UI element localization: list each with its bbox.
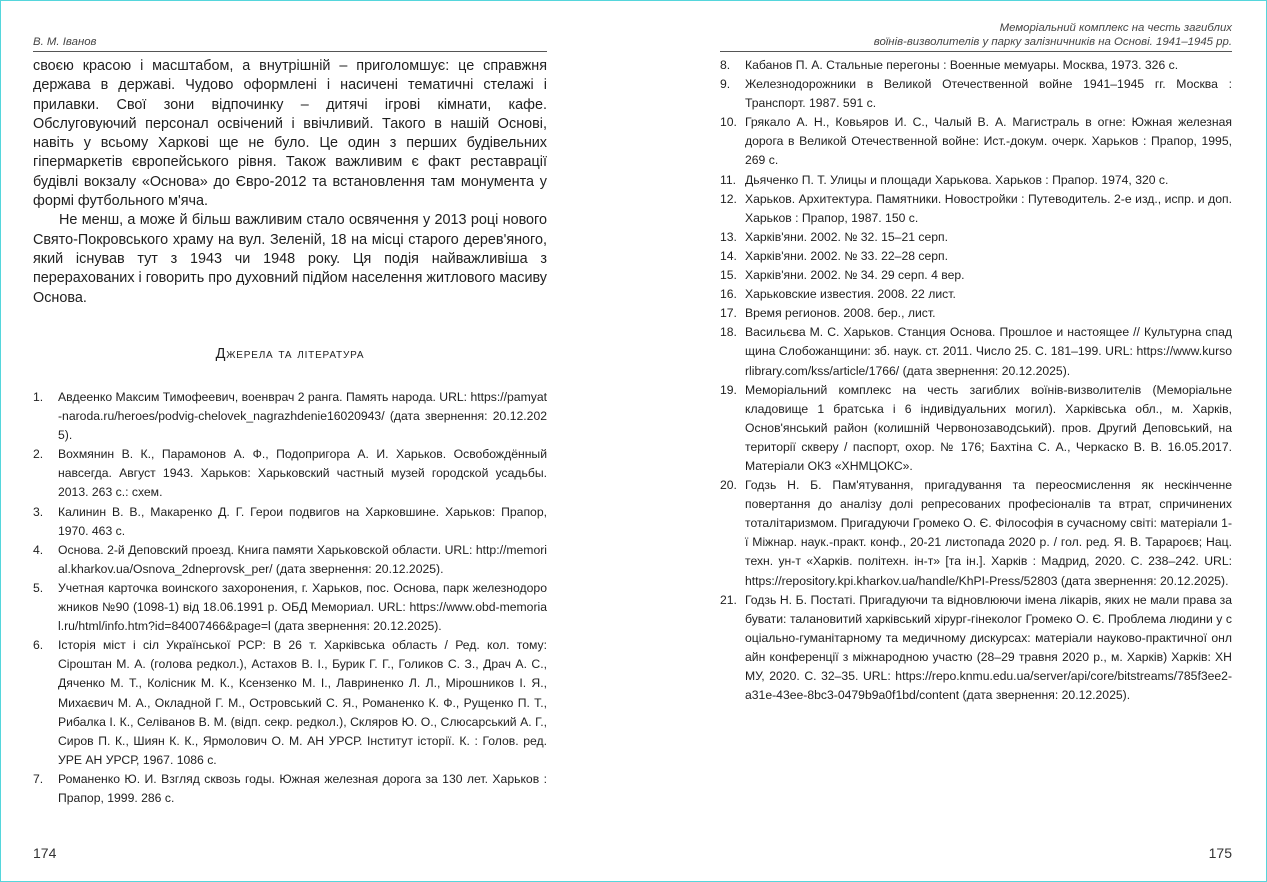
reference-item xyxy=(33,636,547,770)
reference-item xyxy=(720,56,1232,75)
reference-text: Кабанов П. А. Стальные перегоны : Военные мемуары. Москва, 1973. 326 с. xyxy=(745,58,1179,72)
reference-number: 2. xyxy=(33,447,44,462)
reference-text: Калинин В. В., Макаренко Д. Г. Герои подвигов на Харковшине. Харьков: Прапор, 1970. 463 с. xyxy=(58,504,547,538)
reference-number: 6. xyxy=(33,638,44,653)
right-page xyxy=(634,1,1266,881)
reference-item xyxy=(720,190,1232,228)
reference-text: Авдеенко Максим Тимофеевич, военврач 2 ранга. Память народа. URL: https://pamyat-naroda.ru/heroes/podvig-chelovek_nagrazhdenie16020943/ (дата звернення: 20.12.2025). xyxy=(58,390,547,443)
running-head-title xyxy=(874,21,1232,49)
reference-text: Меморіальний комплекс на честь загиблих воїнів-визволителів (Меморіальне кладовище 1 братська і 6 індивідуальних могил). Харківська обл., м. Харків, Основ'янський район (колишній Червонозаводський). пров. Другий Деповський, на території скверу / паспорт, охор. № 176; Бахтіна С. А., Черкаско В. В. 16.05.2017. Матеріали ОКЗ «ХНМЦОКС». xyxy=(745,382,1232,473)
reference-number: 9. xyxy=(720,77,731,92)
reference-list xyxy=(33,388,547,808)
reference-text: Грякало А. Н., Ковьяров И. С., Чалый В. А. Магистраль в огне: Южная железная дорога в Великой Отечественной войне: Ист.-докум. очерк. Харьков : Прапор, 1995, 269 с. xyxy=(745,115,1232,168)
reference-item xyxy=(33,388,547,445)
running-head-line: Меморіальний комплекс на честь загиблих xyxy=(999,22,1232,34)
reference-number: 21. xyxy=(720,592,737,607)
paragraph: Не менш, а може й більш важливим стало освячення у 2013 році нового Свято-Покровського храму на вул. Зеленій, 18 на місці старого дерев'яного, який існував тут з 1943 чи 1948 року. Ця подія найважливіша з перерахованих і говорить про духовний підйом населення житлового масиву Основа. xyxy=(33,212,548,306)
reference-number: 18. xyxy=(720,325,737,340)
reference-item xyxy=(720,266,1232,285)
reference-number: 4. xyxy=(33,542,44,557)
reference-item xyxy=(720,476,1232,591)
reference-number: 15. xyxy=(720,268,737,283)
running-head-line: воїнів-визволителів у парку залізничників на Основі. 1941–1945 рр. xyxy=(873,36,1232,48)
reference-item xyxy=(720,285,1232,304)
reference-item xyxy=(720,381,1232,476)
reference-number: 3. xyxy=(33,504,44,519)
reference-item xyxy=(33,541,547,579)
reference-text: Основа. 2-й Деповский проезд. Книга памяти Харьковской области. URL: http://memorial.kharkov.ua/Osnova_2dneprovsk_per/ (дата звернення: 20.12.2025). xyxy=(58,542,547,576)
reference-number: 20. xyxy=(720,478,737,493)
reference-text: Романенко Ю. И. Взгляд сквозь годы. Южная железная дорога за 130 лет. Харьков : Прапор, 1999. 286 с. xyxy=(58,771,547,805)
reference-text: Харьков. Архитектура. Памятники. Новостройки : Путеводитель. 2-е изд., испр. и доп. Харьков : Прапор, 1987. 150 с. xyxy=(745,191,1232,225)
reference-item xyxy=(720,75,1232,113)
header-rule xyxy=(33,51,547,52)
reference-text: Железнодорожники в Великой Отечественной войне 1941–1945 гг. Москва : Транспорт. 1987. 591 с. xyxy=(745,77,1232,111)
reference-item xyxy=(720,247,1232,266)
reference-number: 14. xyxy=(720,248,737,263)
reference-number: 16. xyxy=(720,287,737,302)
reference-item xyxy=(33,770,547,808)
reference-item xyxy=(720,304,1232,323)
left-page xyxy=(1,1,633,881)
reference-number: 1. xyxy=(33,390,44,404)
reference-text: Історія міст і сіл Української РСР: В 26 т. Харківська область / Ред. кол. тому: Сіроштан М. А. (голова редкол.), Астахов В. І., Бурик Г. Г., Голиков С. З., Драч А. С., Дяченко М. Т., Колісник М. К., Ксензенко М. І., Лавриненко Л. Л., Мірошников І. Я., Михаєвич М. А., Окладной Г. М., Островський С. Я., Романенко К. Ф., Рущенко П. Т., Рибалка І. К., Селіванов В. М. (відп. секр. редкол.), Скляров Ю. О., Слюсарський А. Г., Сиров П. К., Шиян К. К., Ярмолович О. М. АН УРСР. Інститут історії. К. : Голов. ред. УРЕ АН УРСР, 1967. 1086 с. xyxy=(58,638,547,767)
reference-number: 11. xyxy=(720,172,737,187)
reference-text: Дьяченко П. Т. Улицы и площади Харькова. Харьков : Прапор. 1974, 320 с. xyxy=(745,172,1169,187)
paragraph: своєю красою і масштабом, а внутрішній – приголомшує: це справжня держава в державі. Чудово оформлені і насичені тематичні стелажі і прилавки. Свої зони відпочинку – дитячі ігрові кімнати, кафе. Обслуговуючий персонал освічений і ввічливий. Такого в нашій Основі, навіть у всьому Харкові ще не було. Це один з перших будівельних гіпермаркетів європейського рівня. Також важливим є факт реставрації будівлі вокзалу «Основа» до Євро-2012 та встановлення там монумента у формі футбольного м'яча. xyxy=(33,58,547,210)
reference-text: Время регионов. 2008. бер., лист. xyxy=(745,306,936,321)
reference-text: Харків'яни. 2002. № 33. 22–28 серп. xyxy=(745,248,949,263)
reference-item xyxy=(720,591,1232,706)
reference-number: 12. xyxy=(720,191,737,206)
reference-text: Харків'яни. 2002. № 34. 29 серп. 4 вер. xyxy=(745,268,965,283)
section-heading: Джерела та література xyxy=(215,346,365,362)
reference-text: Учетная карточка воинского захоронения, г. Харьков, пос. Основа, парк железнодорожников №90 (1098-1) від 18.06.1991 р. ОБД Мемориал. URL: https://www.obd-memorial.ru/html/info.htm?id=84007466&page=l (дата звернення: 20.12.2025). xyxy=(58,580,547,634)
reference-text: Вохмянин В. К., Парамонов А. Ф., Подопригора А. И. Харьков. Освобождённый навсегда. Август 1943. Харьков: Харьковский частный музей городской усадьбы. 2013. 263 с.: схем. xyxy=(58,447,547,500)
page-number: 175 xyxy=(1208,845,1232,861)
reference-item xyxy=(720,113,1232,170)
reference-number: 10. xyxy=(720,115,737,130)
reference-text: Годзь Н. Б. Постаті. Пригадуючи та відновлюючи імена лікарів, яких не мали права забувати: талановитий харківський хірург-гінеколог Громеко О. Є. Проблема людини у соціально-гуманітарному та медичному дискурсах: матеріали науково-практичної онлайн конференції з міжнародною участю (28–29 травня 2020 р., м. Харків) Харків: ХНМУ, 2020. С. 32–35. URL: https://repo.knmu.edu.ua/server/api/core/bitstreams/785f3ee2-a31e-43ee-8bc3-0479b9a0f1bd/content (дата звернення: 20.12.2025). xyxy=(745,592,1232,703)
header-rule xyxy=(720,51,1232,52)
reference-number: 19. xyxy=(720,382,737,397)
reference-text: Васильєва М. С. Харьков. Станция Основа. Прошлое и настоящее // Культурна спадщина Слобожанщини: зб. наук. ст. 2011. Число 25. С. 181–199. URL: https://www.kursorlibrary.com/kss/article/1766/ (дата звернення: 20.12.2025). xyxy=(745,325,1232,378)
reference-number: 13. xyxy=(720,229,737,244)
body-text xyxy=(33,57,547,308)
reference-item xyxy=(720,323,1232,380)
reference-text: Харків'яни. 2002. № 32. 15–21 серп. xyxy=(745,229,949,244)
running-head-author: В. М. Іванов xyxy=(33,36,97,48)
reference-item xyxy=(720,171,1232,190)
reference-text: Харьковские известия. 2008. 22 лист. xyxy=(745,287,956,302)
reference-item xyxy=(33,503,547,541)
reference-text: Годзь Н. Б. Пам'ятування, пригадування та переосмислення як нескінченне повертання до аналізу долі репресованих професіоналів та втрат, спричинених тоталітаризмом. Пригадуючи Громеко О. Є. Філософія в сучасному світі: матеріали 1-ї Міжнар. наук.-практ. конф., 20-21 листопада 2020 р. / гол. ред. Я. В. Тарароєв; Нац. техн. ун-т «Харків. політехн. ін-т» [та ін.]. Харків : Мадрид, 2020. С. 238–242. URL: https://repository.kpi.kharkov.ua/handle/KhPI-Press/52803 (дата звернення: 20.12.2025). xyxy=(745,478,1232,588)
reference-item xyxy=(33,445,547,502)
reference-item xyxy=(33,579,547,636)
reference-list xyxy=(720,56,1232,705)
page-number: 174 xyxy=(33,845,57,861)
reference-number: 8. xyxy=(720,58,731,72)
reference-number: 17. xyxy=(720,306,737,321)
reference-number: 5. xyxy=(33,580,44,595)
reference-number: 7. xyxy=(33,771,44,786)
reference-item xyxy=(720,228,1232,247)
